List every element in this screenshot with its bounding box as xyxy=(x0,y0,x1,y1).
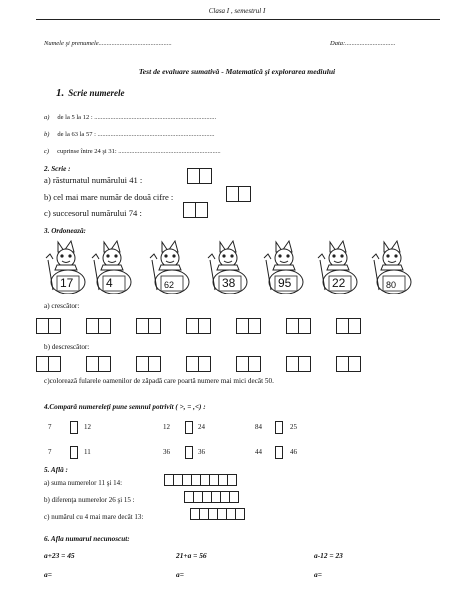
snowman-4 xyxy=(90,238,138,294)
answer-cell[interactable] xyxy=(235,508,245,520)
digit-box[interactable] xyxy=(199,168,212,184)
section-1-number: 1. xyxy=(56,87,65,99)
answer-1[interactable]: a= xyxy=(44,570,52,579)
answer-strip[interactable] xyxy=(164,474,236,486)
compare-left-number: 84 xyxy=(255,423,262,431)
s1-item-b-text: de la 63 la 57 : ........................................................................ xyxy=(57,131,215,138)
section-2-heading: 2. Scrie : xyxy=(44,165,71,173)
snowman-number: 62 xyxy=(164,280,175,290)
answer-2[interactable]: a= xyxy=(176,570,184,579)
s2-answer-c[interactable] xyxy=(183,202,209,218)
s1-item-c-key: c) xyxy=(44,148,50,155)
date-field[interactable]: Data:............................... xyxy=(330,40,396,47)
answer-cell[interactable] xyxy=(229,491,239,503)
compare-left-number: 44 xyxy=(255,448,262,456)
snowman-number: 22 xyxy=(332,276,346,290)
section-1-title: Scrie numerele xyxy=(68,88,125,98)
section-3-heading: 3. Ordonează: xyxy=(44,227,86,235)
digit-box[interactable] xyxy=(195,202,208,218)
s3-item-a: a) crescător: xyxy=(44,302,80,310)
digit-box[interactable] xyxy=(348,356,361,372)
s3-item-b: b) descrescător: xyxy=(44,343,90,351)
digit-box[interactable] xyxy=(348,318,361,334)
header-rule xyxy=(36,19,440,20)
asc-pair[interactable] xyxy=(36,318,62,334)
equation-2: 21+a = 56 xyxy=(176,551,207,560)
s1-item-a[interactable] xyxy=(44,114,216,121)
section-6-heading: 6. Afla numarul necunoscut: xyxy=(44,535,130,543)
snowman-number: 4 xyxy=(106,276,113,290)
compare-sign-box[interactable] xyxy=(275,421,283,434)
desc-pair[interactable] xyxy=(286,356,312,372)
digit-box[interactable] xyxy=(48,356,61,372)
s1-item-a-key: a) xyxy=(44,114,50,121)
s5-item-a: a) suma numerelor 11 şi 14: xyxy=(44,479,123,487)
compare-right-number: 11 xyxy=(84,448,91,456)
snowman-22 xyxy=(316,238,364,294)
s2-item-a: a) răsturnatul numărului 41 : xyxy=(44,175,143,185)
desc-pair[interactable] xyxy=(336,356,362,372)
s1-item-a-text: de la 5 la 12 : ........................................................................... xyxy=(57,114,217,121)
asc-pair[interactable] xyxy=(236,318,262,334)
s1-item-c[interactable] xyxy=(44,148,221,155)
test-title: Test de evaluare sumativă - Matematică şi explorarea mediului xyxy=(138,67,336,76)
compare-left-number: 7 xyxy=(48,423,52,431)
equation-3: a-12 = 23 xyxy=(314,551,343,560)
digit-box[interactable] xyxy=(148,356,161,372)
snowman-number: 95 xyxy=(278,276,292,290)
compare-sign-box[interactable] xyxy=(70,421,78,434)
compare-sign-box[interactable] xyxy=(275,446,283,459)
answer-strip[interactable] xyxy=(190,508,244,520)
digit-box[interactable] xyxy=(248,356,261,372)
desc-pair[interactable] xyxy=(186,356,212,372)
compare-right-number: 12 xyxy=(84,423,91,431)
desc-pair[interactable] xyxy=(136,356,162,372)
digit-box[interactable] xyxy=(98,318,111,334)
digit-box[interactable] xyxy=(238,186,251,202)
answer-cell[interactable] xyxy=(227,474,237,486)
asc-pair[interactable] xyxy=(286,318,312,334)
snowman-38 xyxy=(206,238,254,294)
desc-pair[interactable] xyxy=(236,356,262,372)
digit-box[interactable] xyxy=(298,356,311,372)
compare-left-number: 12 xyxy=(163,423,170,431)
s2-answer-b[interactable] xyxy=(226,186,252,202)
digit-box[interactable] xyxy=(148,318,161,334)
name-field[interactable]: Numele şi prenumele............................................. xyxy=(44,40,172,47)
s1-item-c-text: cuprinse între 24 şi 31: ............................................................... xyxy=(57,148,221,155)
asc-pair[interactable] xyxy=(186,318,212,334)
digit-box[interactable] xyxy=(198,318,211,334)
compare-sign-box[interactable] xyxy=(70,446,78,459)
snowman-number: 80 xyxy=(386,280,397,290)
s5-item-c: c) numărul cu 4 mai mare decât 13: xyxy=(44,513,144,521)
class-semester: Clasa I , semestrul I xyxy=(208,7,266,15)
digit-box[interactable] xyxy=(298,318,311,334)
digit-box[interactable] xyxy=(98,356,111,372)
compare-right-number: 46 xyxy=(290,448,297,456)
s2-answer-a[interactable] xyxy=(187,168,213,184)
section-4-heading: 4.Comparǎ numereleţi pune semnul potrivit ( >, = ,<) : xyxy=(44,403,206,411)
compare-right-number: 24 xyxy=(198,423,205,431)
s2-item-b: b) cel mai mare număr de două cifre : xyxy=(44,192,174,202)
section-1-heading xyxy=(56,87,125,99)
asc-pair[interactable] xyxy=(336,318,362,334)
compare-right-number: 36 xyxy=(198,448,205,456)
s3-item-c: c)colorează fularele oamenilor de zăpadă care poartă numere mai mici decât 50. xyxy=(44,377,274,385)
snowman-80 xyxy=(370,238,418,294)
s2-item-c: c) succesorul numărului 74 : xyxy=(44,208,142,218)
desc-pair[interactable] xyxy=(36,356,62,372)
equation-1: a+23 = 45 xyxy=(44,551,75,560)
answer-3[interactable]: a= xyxy=(314,570,322,579)
compare-sign-box[interactable] xyxy=(185,421,193,434)
compare-sign-box[interactable] xyxy=(185,446,193,459)
digit-box[interactable] xyxy=(248,318,261,334)
compare-left-number: 36 xyxy=(163,448,170,456)
desc-pair[interactable] xyxy=(86,356,112,372)
snowman-number: 38 xyxy=(222,276,236,290)
asc-pair[interactable] xyxy=(136,318,162,334)
digit-box[interactable] xyxy=(198,356,211,372)
snowman-number: 17 xyxy=(60,276,74,290)
s5-item-b: b) diferenţa numerelor 26 şi 15 : xyxy=(44,496,135,504)
snowman-95 xyxy=(262,238,310,294)
asc-pair[interactable] xyxy=(86,318,112,334)
compare-left-number: 7 xyxy=(48,448,52,456)
snowman-62 xyxy=(148,238,196,294)
compare-right-number: 25 xyxy=(290,423,297,431)
snowman-17 xyxy=(44,238,92,294)
section-5-heading: 5. Află : xyxy=(44,466,68,474)
s1-item-b-key: b) xyxy=(44,131,50,138)
digit-box[interactable] xyxy=(48,318,61,334)
s1-item-b[interactable] xyxy=(44,131,215,138)
answer-strip[interactable] xyxy=(184,491,238,503)
